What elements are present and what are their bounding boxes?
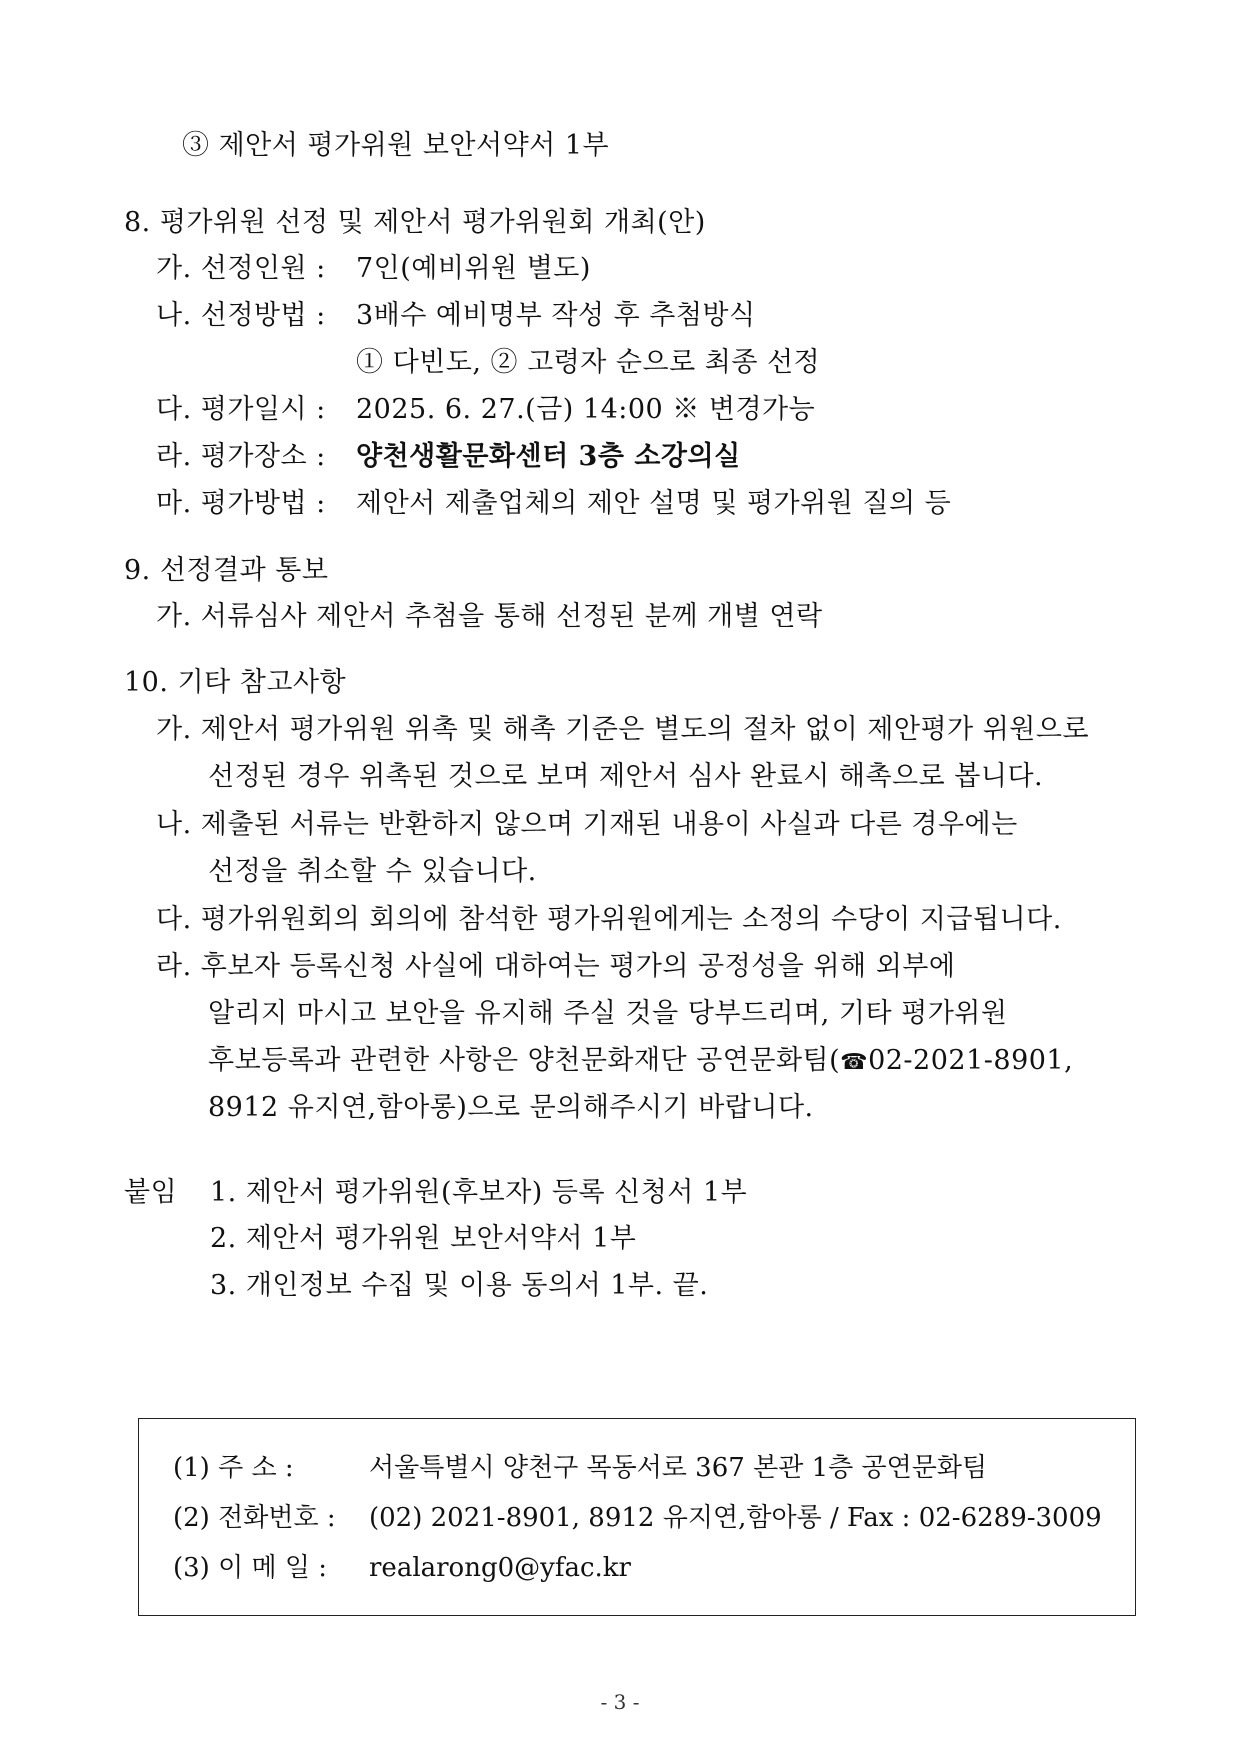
sec8-item-da	[156, 393, 815, 427]
sec10-item-ra-line1: 라. 후보자 등록신청 사실에 대하여는 평가의 공정성을 위해 외부에	[156, 951, 956, 982]
attachment-2: 2. 제안서 평가위원 보안서약서 1부	[210, 1223, 637, 1254]
contact-email-label: (3) 이 메 일 :	[173, 1553, 327, 1583]
sec8-value: 제안서 제출업체의 제안 설명 및 평가위원 질의 등	[356, 488, 952, 519]
sec10-item-da: 다. 평가위원회의 회의에 참석한 평가위원에게는 소정의 수당이 지급됩니다.	[156, 904, 1062, 935]
contact-phone-label: (2) 전화번호 :	[173, 1503, 336, 1533]
sec8-label: 라. 평가장소 :	[156, 441, 326, 472]
sec10-item-ga-line2: 선정된 경우 위촉된 것으로 보며 제안서 심사 완료시 해촉으로 봅니다.	[208, 761, 1044, 792]
contact-address	[173, 1451, 987, 1485]
sec10-item-ra-line2: 알리지 마시고 보안을 유지해 주실 것을 당부드리며, 기타 평가위원	[208, 998, 1008, 1029]
phone-icon: ☎	[840, 1050, 869, 1075]
sec8-item-na	[156, 299, 756, 333]
sec10-item-na-line2: 선정을 취소할 수 있습니다.	[208, 856, 537, 887]
attachments-label: 붙임	[124, 1177, 178, 1208]
sec10-item-na-line1: 나. 제출된 서류는 반환하지 않으며 기재된 내용이 사실과 다른 경우에는	[156, 809, 1018, 840]
attachment-1: 1. 제안서 평가위원(후보자) 등록 신청서 1부	[210, 1177, 748, 1208]
contact-phone	[173, 1501, 1102, 1535]
sec8-item-ra	[156, 440, 741, 474]
sec8-value: 3배수 예비명부 작성 후 추첨방식	[356, 300, 756, 331]
attachment-item-3: ③ 제안서 평가위원 보안서약서 1부	[182, 130, 610, 161]
sec10-item-ra-line3	[208, 1044, 1073, 1080]
sec8-item-na-cont: ① 다빈도, ② 고령자 순으로 최종 선정	[356, 347, 821, 378]
section-10-title: 10. 기타 참고사항	[124, 667, 347, 698]
sec8-item-ma	[156, 487, 951, 521]
contact-email	[173, 1551, 631, 1585]
sec10-item-ga-line1: 가. 제안서 평가위원 위촉 및 해촉 기준은 별도의 절차 없이 제안평가 위원으로	[156, 714, 1090, 745]
contact-address-label: (1) 주 소 :	[173, 1453, 294, 1483]
page-number: - 3 -	[600, 1690, 640, 1714]
sec8-value: 7인(예비위원 별도)	[356, 253, 591, 284]
section-8-title: 8. 평가위원 선정 및 제안서 평가위원회 개최(안)	[124, 207, 706, 238]
sec8-item-ga	[156, 252, 591, 286]
sec8-label: 마. 평가방법 :	[156, 488, 326, 519]
sec10-item-ra-line4: 8912 유지연,함아롱)으로 문의해주시기 바랍니다.	[208, 1092, 814, 1123]
attachment-3: 3. 개인정보 수집 및 이용 동의서 1부. 끝.	[210, 1270, 709, 1301]
contact-box	[138, 1418, 1136, 1616]
contact-phone-value: (02) 2021-8901, 8912 유지연,함아롱 / Fax : 02-6289-3009	[369, 1503, 1102, 1533]
ra-text-pre: 후보등록과 관련한 사항은 양천문화재단 공연문화팀(	[208, 1045, 841, 1076]
ra-text-phone: 02-2021-8901,	[868, 1045, 1074, 1076]
sec8-value-venue: 양천생활문화센터 3층 소강의실	[356, 441, 741, 472]
section-9-title: 9. 선정결과 통보	[124, 555, 329, 586]
sec9-item-ga: 가. 서류심사 제안서 추첨을 통해 선정된 분께 개별 연락	[156, 601, 823, 632]
sec8-value: 2025. 6. 27.(금) 14:00 ※ 변경가능	[356, 394, 816, 425]
sec8-label: 나. 선정방법 :	[156, 300, 326, 331]
sec8-label: 가. 선정인원 :	[156, 253, 326, 284]
sec8-label: 다. 평가일시 :	[156, 394, 326, 425]
contact-address-value: 서울특별시 양천구 목동서로 367 본관 1층 공연문화팀	[369, 1453, 988, 1483]
contact-email-value: realarong0@yfac.kr	[369, 1553, 631, 1583]
